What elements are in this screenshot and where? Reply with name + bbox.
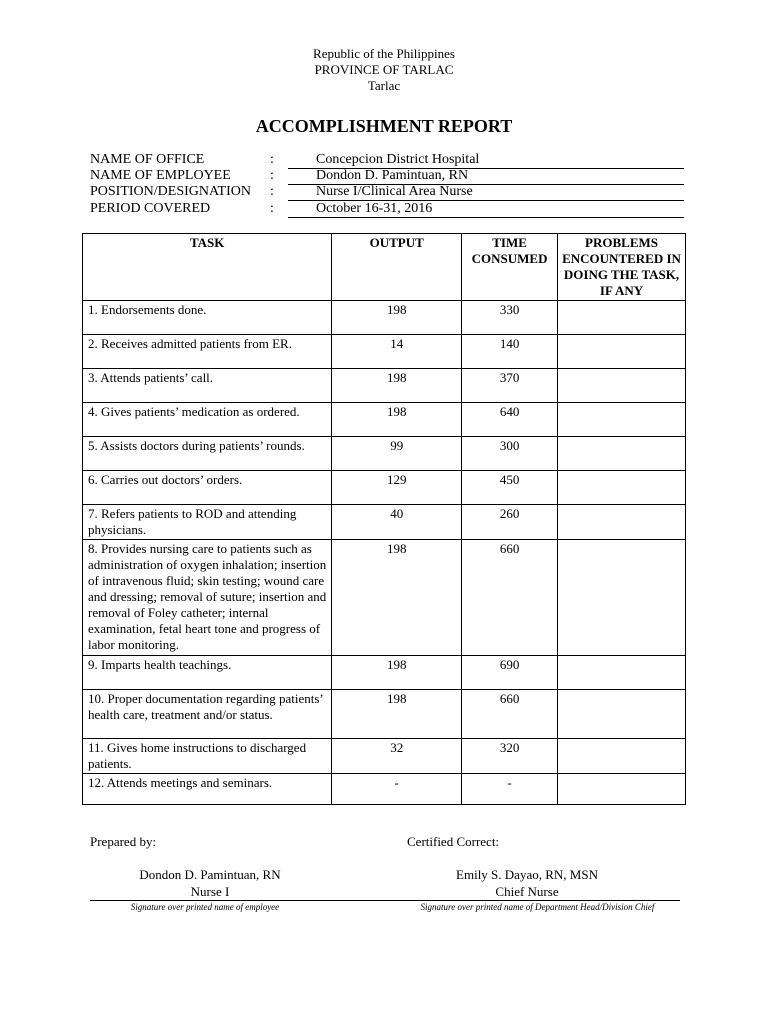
time-cell: 140 (462, 335, 558, 369)
info-label: NAME OF OFFICE (90, 152, 205, 167)
problems-cell (558, 369, 686, 403)
info-value-employee: Dondon D. Pamintuan, RN (288, 168, 684, 185)
task-cell: 7. Refers patients to ROD and attending physicians. (83, 505, 332, 540)
table-row (83, 540, 686, 656)
task-cell: 1. Endorsements done. (83, 301, 332, 335)
output-cell: 99 (332, 437, 462, 471)
task-cell: 12. Attends meetings and seminars. (83, 774, 332, 805)
header-republic: Republic of the Philippines (313, 46, 455, 61)
problems-cell (558, 471, 686, 505)
info-label: NAME OF EMPLOYEE (90, 168, 231, 183)
prepared-title: Nurse I (190, 884, 230, 899)
problems-cell (558, 774, 686, 805)
task-cell: 9. Imparts health teachings. (83, 656, 332, 690)
table-row (83, 505, 686, 540)
header-problems: PROBLEMS ENCOUNTERED IN DOING THE TASK, IF ANY (558, 234, 686, 301)
output-cell: 32 (332, 739, 462, 774)
output-cell: 14 (332, 335, 462, 369)
task-cell: 5. Assists doctors during patients’ rounds. (83, 437, 332, 471)
certified-signatory (407, 866, 647, 900)
problems-cell (558, 437, 686, 471)
header-task: TASK (83, 234, 332, 301)
time-cell: - (462, 774, 558, 805)
time-cell: 370 (462, 369, 558, 403)
accomplishment-table (82, 233, 686, 805)
prepared-caption: Signature over printed name of employee (130, 902, 280, 912)
output-cell: 198 (332, 301, 462, 335)
time-cell: 300 (462, 437, 558, 471)
task-cell: 3. Attends patients’ call. (83, 369, 332, 403)
certified-title: Chief Nurse (495, 884, 559, 899)
problems-cell (558, 505, 686, 540)
problems-cell (558, 656, 686, 690)
time-cell: 330 (462, 301, 558, 335)
problems-cell (558, 540, 686, 656)
info-colon: : (270, 168, 274, 183)
problems-cell (558, 690, 686, 739)
table-row (83, 656, 686, 690)
table-row (83, 690, 686, 739)
output-cell: 129 (332, 471, 462, 505)
output-cell: 198 (332, 656, 462, 690)
problems-cell (558, 739, 686, 774)
time-cell: 690 (462, 656, 558, 690)
table-row (83, 403, 686, 437)
task-cell: 4. Gives patients’ medication as ordered. (83, 403, 332, 437)
table-row (83, 471, 686, 505)
prepared-name: Dondon D. Pamintuan, RN (139, 867, 281, 882)
info-colon: : (270, 152, 274, 167)
report-title: ACCOMPLISHMENT REPORT (255, 116, 513, 136)
time-cell: 660 (462, 540, 558, 656)
certified-name: Emily S. Dayao, RN, MSN (456, 867, 598, 882)
problems-cell (558, 403, 686, 437)
output-cell: 198 (332, 540, 462, 656)
signature-line (90, 900, 680, 901)
header-time-consumed: TIME CONSUMED (462, 234, 558, 301)
info-value-position: Nurse I/Clinical Area Nurse (288, 184, 684, 201)
task-cell: 2. Receives admitted patients from ER. (83, 335, 332, 369)
info-colon: : (270, 184, 274, 199)
time-cell: 260 (462, 505, 558, 540)
header-output: OUTPUT (332, 234, 462, 301)
header-city: Tarlac (367, 78, 401, 93)
table-row (83, 774, 686, 805)
output-cell: 40 (332, 505, 462, 540)
prepared-signatory (90, 866, 330, 900)
table-row (83, 335, 686, 369)
output-cell: 198 (332, 403, 462, 437)
task-cell: 10. Proper documentation regarding patients’ health care, treatment and/or status. (83, 690, 332, 739)
header-province: PROVINCE OF TARLAC (314, 62, 454, 77)
time-cell: 320 (462, 739, 558, 774)
certified-correct-label: Certified Correct: (407, 834, 500, 849)
problems-cell (558, 301, 686, 335)
output-cell: 198 (332, 690, 462, 739)
output-cell: 198 (332, 369, 462, 403)
time-cell: 450 (462, 471, 558, 505)
problems-cell (558, 335, 686, 369)
info-value-office: Concepcion District Hospital (288, 152, 684, 169)
table-row (83, 739, 686, 774)
info-label: PERIOD COVERED (90, 201, 211, 216)
prepared-by-label: Prepared by: (90, 834, 157, 849)
table-row (83, 437, 686, 471)
task-cell: 6. Carries out doctors’ orders. (83, 471, 332, 505)
table-row (83, 369, 686, 403)
info-label: POSITION/DESIGNATION (90, 184, 251, 199)
time-cell: 660 (462, 690, 558, 739)
info-value-period: October 16-31, 2016 (288, 201, 684, 218)
info-colon: : (270, 201, 274, 216)
task-cell: 8. Provides nursing care to patients such as administration of oxygen inhalation; insertion of intravenous fluid; skin testing; wound care and dressing; removal of suture; insertion and removal of Foley catheter; internal examination, fetal heart tone and progress of labor monitoring. (83, 540, 332, 656)
table-row (83, 301, 686, 335)
time-cell: 640 (462, 403, 558, 437)
task-cell: 11. Gives home instructions to discharged patients. (83, 739, 332, 774)
table-header-row (83, 234, 686, 301)
output-cell: - (332, 774, 462, 805)
certified-caption: Signature over printed name of Department Head/Division Chief (420, 902, 655, 912)
